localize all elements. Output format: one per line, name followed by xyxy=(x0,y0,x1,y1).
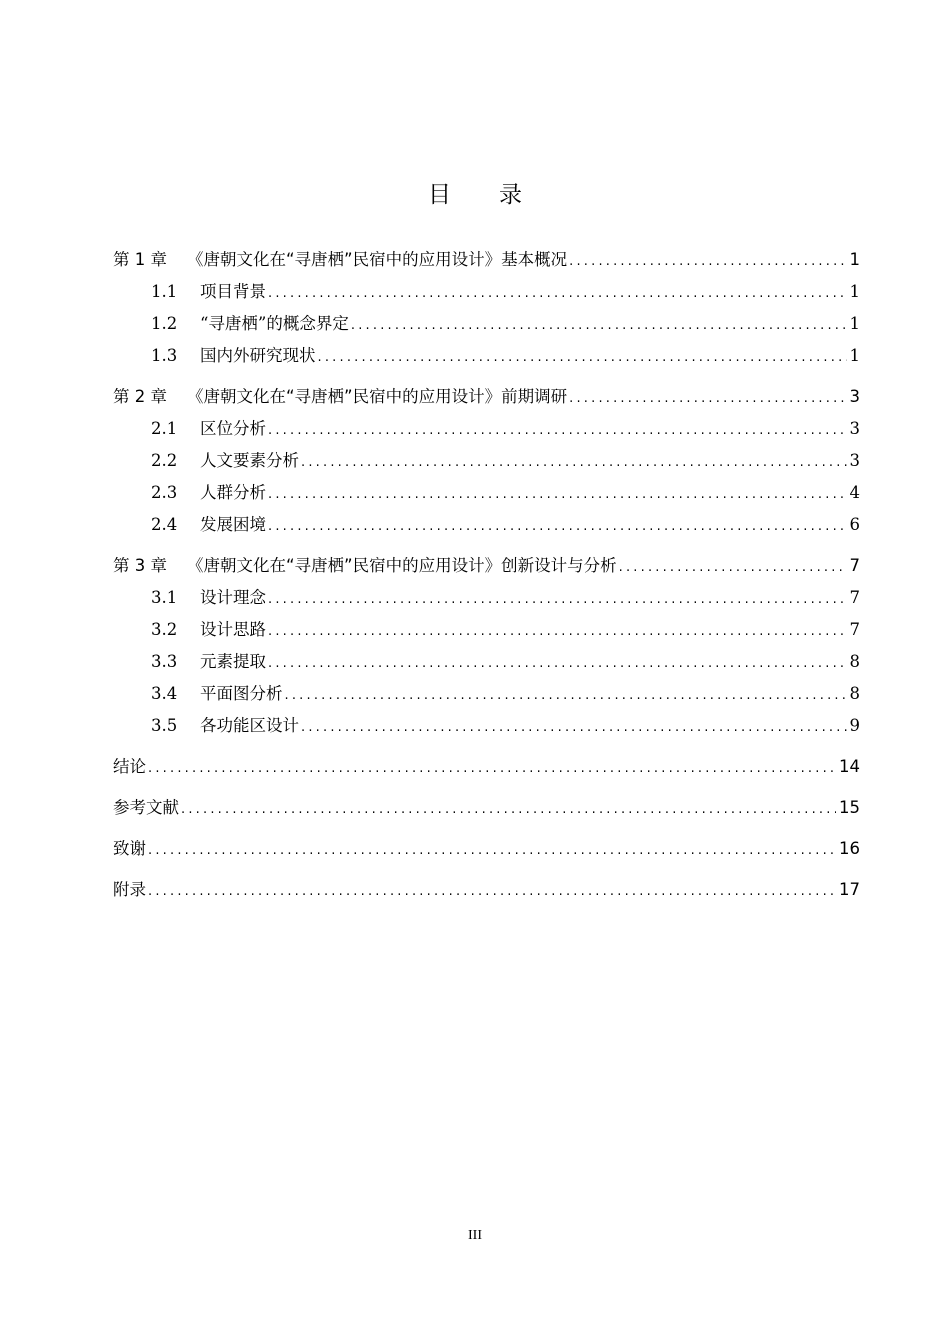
page-number: 16 xyxy=(839,839,860,858)
page-number: 1 xyxy=(849,282,860,301)
page-number: 3 xyxy=(849,387,860,406)
leader-dots xyxy=(268,616,847,646)
chapter-title: 《唐朝文化在“寻唐栖”民宿中的应用设计》基本概况 xyxy=(187,250,568,269)
entry-title: 结论 xyxy=(113,757,146,776)
chapter-title: 《唐朝文化在“寻唐栖”民宿中的应用设计》前期调研 xyxy=(187,387,568,406)
page-number: 15 xyxy=(839,798,860,817)
chapter-number: 第 2 章 xyxy=(113,387,167,406)
section-number: 1.1 xyxy=(151,282,178,301)
section-number: 2.1 xyxy=(151,419,178,438)
page-number: 1 xyxy=(849,250,860,269)
section-title: 设计思路 xyxy=(200,620,266,639)
leader-dots xyxy=(148,830,836,869)
leader-dots xyxy=(569,383,846,413)
toc-section-2-1[interactable] xyxy=(113,413,860,445)
section-number: 3.4 xyxy=(151,684,178,703)
leader-dots xyxy=(301,447,847,477)
page-number: 1 xyxy=(849,346,860,365)
section-title: 区位分析 xyxy=(200,419,266,438)
leader-dots xyxy=(285,680,847,710)
page-number: 8 xyxy=(849,684,860,703)
section-title: 发展困境 xyxy=(200,515,266,534)
section-title: 平面图分析 xyxy=(200,684,283,703)
section-title: 设计理念 xyxy=(200,588,266,607)
section-title: 国内外研究现状 xyxy=(200,346,316,365)
section-title: 人群分析 xyxy=(200,483,266,502)
page-number: 3 xyxy=(849,419,860,438)
page-footer-number: III xyxy=(468,1228,482,1243)
section-number: 3.3 xyxy=(151,652,178,671)
toc-title-char-2: 录 xyxy=(499,182,522,208)
toc-section-2-4[interactable] xyxy=(113,509,860,541)
leader-dots xyxy=(569,246,846,276)
entry-title: 附录 xyxy=(113,880,146,899)
toc-section-1-1[interactable] xyxy=(113,276,860,308)
toc-section-3-3[interactable] xyxy=(113,646,860,678)
section-number: 3.2 xyxy=(151,620,178,639)
leader-dots xyxy=(268,648,847,678)
leader-dots xyxy=(181,789,836,828)
section-number: 3.5 xyxy=(151,716,178,735)
section-title: “寻唐栖”的概念界定 xyxy=(200,314,349,333)
leader-dots xyxy=(318,342,847,372)
entry-title: 参考文献 xyxy=(113,798,179,817)
section-title: 人文要素分析 xyxy=(200,451,299,470)
toc-section-2-3[interactable] xyxy=(113,477,860,509)
page-number: 1 xyxy=(849,314,860,333)
section-number: 3.1 xyxy=(151,588,178,607)
toc-title xyxy=(0,176,950,209)
toc-conclusion[interactable] xyxy=(113,746,860,787)
chapter-number: 第 3 章 xyxy=(113,556,167,575)
leader-dots xyxy=(268,511,847,541)
toc-chapter-3[interactable] xyxy=(113,550,860,582)
section-number: 1.3 xyxy=(151,346,178,365)
page-number: 4 xyxy=(849,483,860,502)
page-number: 7 xyxy=(849,556,860,575)
toc-section-1-2[interactable] xyxy=(113,308,860,340)
leader-dots xyxy=(268,278,847,308)
toc-references[interactable] xyxy=(113,787,860,828)
toc-section-3-1[interactable] xyxy=(113,582,860,614)
leader-dots xyxy=(268,584,847,614)
toc-section-3-4[interactable] xyxy=(113,678,860,710)
page-number: 9 xyxy=(849,716,860,735)
section-number: 2.2 xyxy=(151,451,178,470)
entry-title: 致谢 xyxy=(113,839,146,858)
section-number: 1.2 xyxy=(151,314,178,333)
toc-section-1-3[interactable] xyxy=(113,340,860,372)
section-title: 项目背景 xyxy=(200,282,266,301)
toc-appendix[interactable] xyxy=(113,869,860,910)
toc-acknowledgements[interactable] xyxy=(113,828,860,869)
toc-chapter-1[interactable] xyxy=(113,244,860,276)
leader-dots xyxy=(268,415,847,445)
leader-dots xyxy=(619,552,847,582)
leader-dots xyxy=(148,748,836,787)
leader-dots xyxy=(351,310,847,340)
leader-dots xyxy=(148,871,836,910)
toc-section-3-5[interactable] xyxy=(113,710,860,742)
page-number: 14 xyxy=(839,757,860,776)
chapter-number: 第 1 章 xyxy=(113,250,167,269)
page-number: 3 xyxy=(849,451,860,470)
leader-dots xyxy=(268,479,847,509)
page-number: 7 xyxy=(849,620,860,639)
toc-chapter-2[interactable] xyxy=(113,381,860,413)
section-number: 2.4 xyxy=(151,515,178,534)
leader-dots xyxy=(301,712,847,742)
page-number: 17 xyxy=(839,880,860,899)
table-of-contents xyxy=(113,244,860,910)
chapter-title: 《唐朝文化在“寻唐栖”民宿中的应用设计》创新设计与分析 xyxy=(187,556,617,575)
toc-section-3-2[interactable] xyxy=(113,614,860,646)
page-number: 8 xyxy=(849,652,860,671)
section-number: 2.3 xyxy=(151,483,178,502)
page-number: 6 xyxy=(849,515,860,534)
section-title: 元素提取 xyxy=(200,652,266,671)
page-number: 7 xyxy=(849,588,860,607)
toc-section-2-2[interactable] xyxy=(113,445,860,477)
toc-title-char-1: 目 xyxy=(428,182,451,208)
section-title: 各功能区设计 xyxy=(200,716,299,735)
